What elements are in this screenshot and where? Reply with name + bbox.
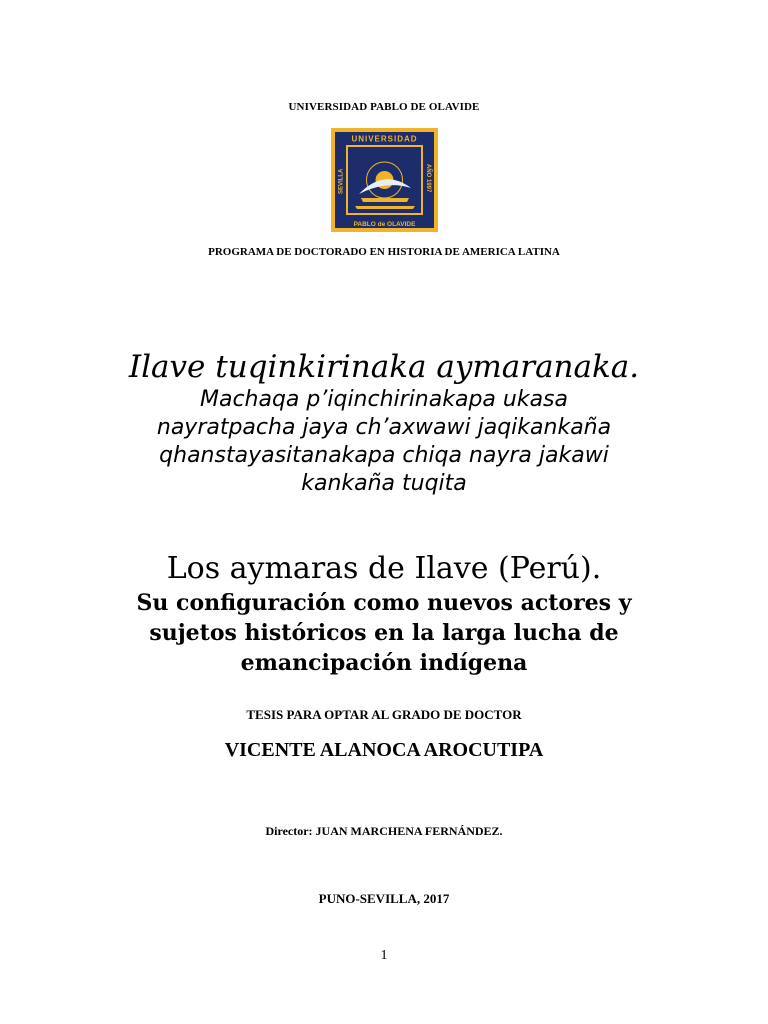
author-name: VICENTE ALANOCA AROCUTIPA bbox=[224, 739, 544, 761]
spanish-subtitle-line: sujetos históricos en la larga lucha de bbox=[149, 620, 619, 646]
svg-text:SEVILLA: SEVILLA bbox=[338, 168, 345, 194]
director-line: Director: JUAN MARCHENA FERNÁNDEZ. bbox=[265, 824, 503, 838]
place-date: PUNO-SEVILLA, 2017 bbox=[318, 891, 450, 906]
page-number: 1 bbox=[380, 948, 388, 963]
aymara-subtitle bbox=[0, 386, 768, 498]
spanish-title: Los aymaras de Ilave (Perú). bbox=[166, 551, 602, 586]
spanish-subtitle bbox=[0, 588, 768, 678]
doctoral-program: PROGRAMA DE DOCTORADO EN HISTORIA DE AMERICA LATINA bbox=[208, 246, 560, 258]
aymara-title: Ilave tuqinkirinaka aymaranaka. bbox=[128, 349, 640, 385]
svg-text:AÑO 1997: AÑO 1997 bbox=[425, 164, 431, 193]
university-name: UNIVERSIDAD PABLO DE OLAVIDE bbox=[288, 101, 480, 113]
thesis-label: TESIS PARA OPTAR AL GRADO DE DOCTOR bbox=[246, 707, 522, 722]
aymara-subtitle-line: Machaqa p’iqinchirinakapa ukasa bbox=[199, 387, 569, 412]
aymara-subtitle-line: kankaña tuqita bbox=[301, 471, 467, 496]
university-logo bbox=[331, 128, 438, 232]
spanish-subtitle-line: Su configuración como nuevos actores y bbox=[136, 590, 632, 616]
svg-text:PABLO de OLAVIDE: PABLO de OLAVIDE bbox=[353, 221, 416, 228]
svg-text:UNIVERSIDAD: UNIVERSIDAD bbox=[351, 134, 418, 144]
spanish-subtitle-line: emancipación indígena bbox=[240, 650, 528, 676]
aymara-subtitle-line: qhanstayasitanakapa chiqa nayra jakawi bbox=[159, 443, 609, 468]
aymara-subtitle-line: nayratpacha jaya ch’axwawi jaqikankaña bbox=[156, 415, 612, 440]
